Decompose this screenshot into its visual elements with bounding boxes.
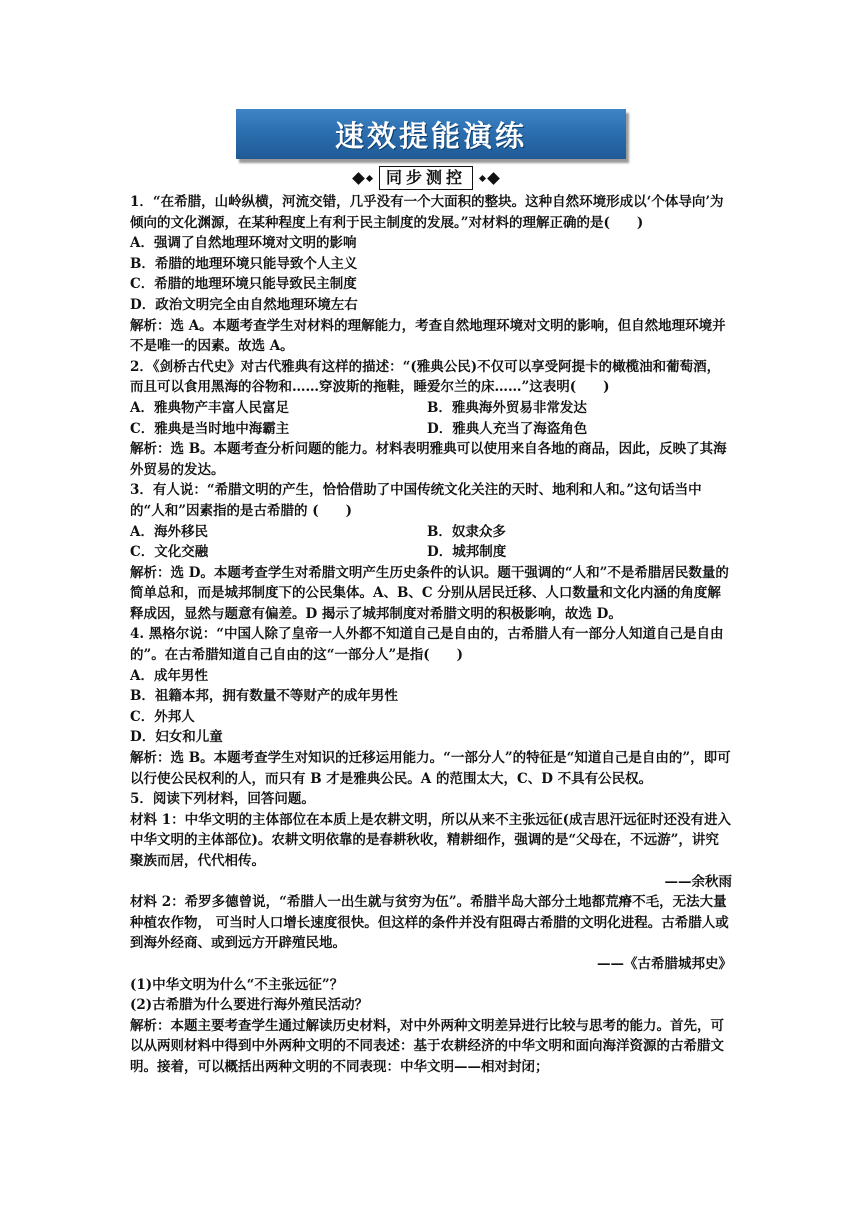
subheading-label: 同步测控 [379,166,473,190]
answer-analysis: 解析：本题主要考查学生通过解读历史材料，对中外两种文明差异进行比较与思考的能力。首先，可以从两则材料中得到中外两种文明的不同表述：基于农耕经济的中华文明和面向海洋资源的古希腊文明。接着，可以概括出两种文明的不同表现：中华文明——相对封闭； [130,1017,724,1075]
option-row [130,522,732,543]
option: B．奴隶众多 [427,523,506,540]
option: D．妇女和儿童 [130,729,223,746]
option: C．希腊的地理环境只能导致民主制度 [130,276,357,293]
page-title: 速效提能演练 [334,118,527,153]
option-row [130,419,732,440]
option-row [130,542,732,563]
option: C．外邦人 [130,708,195,725]
option-row [130,398,732,419]
material-source: ——《古希腊城邦史》 [597,955,732,972]
question-stem: 5．阅读下列材料，回答问题。 [130,791,315,808]
option: A．强调了自然地理环境对文明的影响 [130,235,357,252]
option: A．成年男性 [130,667,208,684]
option: A．雅典物产丰富人民富足 [130,399,289,416]
question-list [130,192,732,1078]
option: B．希腊的地理环境只能导致个人主义 [130,255,358,272]
option: C．文化交融 [130,544,209,561]
answer-analysis: 解析：选 B。本题考查分析问题的能力。材料表明雅典可以使用来自各地的商品，因此，反映了其海外贸易的发达。 [130,441,727,478]
diamond-icon [487,172,500,185]
material-text: 材料 2：希罗多德曾说，“希腊人一出生就与贫穷为伍”。希腊半岛大部分土地都荒瘠不毛，无法大量种植农作物， 可当时人口增长速度很快。但这样的条件并没有阻碍古希腊的文明化进程。古希腊人或到海外经商、或到远方开辟殖民地。 [130,894,729,952]
option: B．雅典海外贸易非常发达 [427,399,587,416]
sub-question: (1)中华文明为什么“不主张远征”？ [130,976,344,993]
sub-question: (2)古希腊为什么要进行海外殖民活动？ [130,997,369,1014]
answer-analysis: 解析：选 B。本题考查学生对知识的迁移运用能力。“一部分人”的特征是“知道自己是自由的”，即可以行使公民权利的人，而只有 B 才是雅典公民。A 的范围太大，C、D 不具有公民权。 [130,750,731,787]
question-stem: 1．“在希腊，山岭纵横，河流交错，几乎没有一个大面积的整块。这种自然环境形成以‘个体导向’为倾向的文化渊源，在某种程度上有利于民主制度的发展。”对材料的理解正确的是( ) [130,194,724,231]
diamond-icon [479,174,486,181]
option: A．海外移民 [130,523,208,540]
material-text: 材料 1：中华文明的主体部位在本质上是农耕文明，所以从来不主张远征(成吉思汗远征时还没有进入中华文明的主体部位)。农耕文明依靠的是春耕秋收，精耕细作，强调的是“父母在，不远游”，讲究聚族而居，代代相传。 [130,811,731,869]
diamond-icon [366,174,373,181]
section-subheading [336,166,516,190]
diamond-icon [352,172,365,185]
answer-analysis: 解析：选 A。本题考查学生对材料的理解能力，考查自然地理环境对文明的影响，但自然地理环境并不是唯一的因素。故选 A。 [130,317,726,355]
option: D．城邦制度 [427,544,507,561]
option: C．雅典是当时地中海霸主 [130,420,290,437]
option: D．雅典人充当了海盗角色 [427,420,588,437]
question-stem: 4. 黑格尔说：“中国人除了皇帝一人外都不知道自己是自由的，古希腊人有一部分人知道自己是自由的”。在古希腊知道自己自由的这“一部分人”是指( ) [130,626,724,664]
question-stem: 2．《剑桥古代史》对古代雅典有这样的描述：“(雅典公民)不仅可以享受阿提卡的橄榄油和葡萄酒，而且可以食用黑海的谷物和……穿波斯的拖鞋，睡爱尔兰的床……”这表明( ) [130,358,721,396]
answer-analysis: 解析：选 D。本题考查学生对希腊文明产生历史条件的认识。题干强调的“人和”不是希腊居民数量的简单总和，而是城邦制度下的公民集体。A、B、C 分别从居民迁移、人口数量和文化内涵的角度解释成因，显然与题意有偏差。D 揭示了城邦制度对希腊文明的积极影响，故选 D。 [130,564,729,622]
question-stem: 3．有人说：“希腊文明的产生，恰恰借助了中国传统文化关注的天时、地利和人和。”这句话当中的“人和”因素指的是古希腊的 ( ) [130,482,702,519]
option: B．祖籍本邦，拥有数量不等财产的成年男性 [130,688,398,705]
material-source: ——余秋雨 [664,873,732,890]
section-banner [236,109,626,159]
option: D．政治文明完全由自然地理环境左右 [130,296,358,313]
